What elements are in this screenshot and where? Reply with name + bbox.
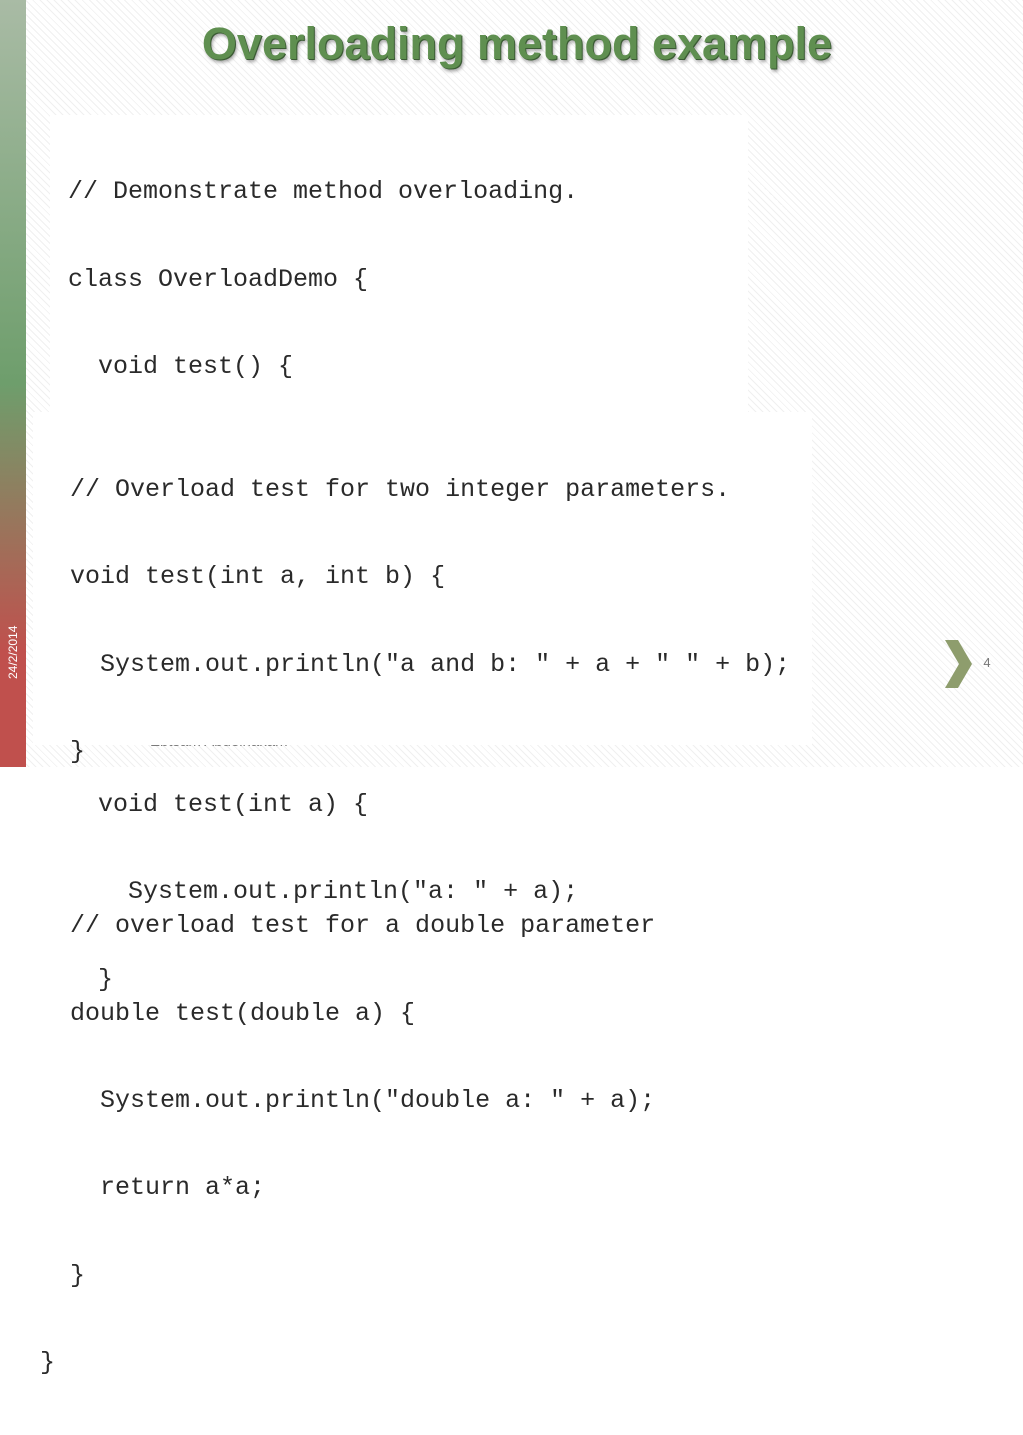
code-line: } [40, 736, 86, 766]
slide-date: 24/2/2014 [6, 625, 20, 679]
code-line: class OverloadDemo { [68, 264, 369, 294]
code-line: void test(int a, int b) { [40, 562, 446, 592]
code-line: System.out.println("double a: " + a); [40, 1086, 656, 1116]
code-line: void test() { [68, 352, 294, 381]
code-line: double test(double a) { [40, 998, 416, 1028]
code-line: } [68, 964, 114, 994]
code-line [40, 824, 812, 853]
code-line: } [40, 1260, 86, 1290]
slide-title: Overloading method example [201, 18, 833, 69]
code-line: System.out.println("a: " + a); [68, 877, 579, 906]
code-line: System.out.println("a and b: " + a + " " + b); [40, 649, 791, 679]
code-line: } [40, 1347, 56, 1377]
chevron-right-icon [945, 640, 973, 688]
slide-number: 4 [983, 655, 991, 670]
code-block-2 [33, 412, 812, 1377]
code-line: void test(int a) { [68, 789, 369, 819]
code-line: return a*a; [40, 1173, 266, 1203]
code-line: // overload test for a double parameter [40, 911, 656, 941]
code-line: // Demonstrate method overloading. [68, 177, 579, 206]
code-line: // Overload test for two integer parameters. [40, 475, 731, 504]
